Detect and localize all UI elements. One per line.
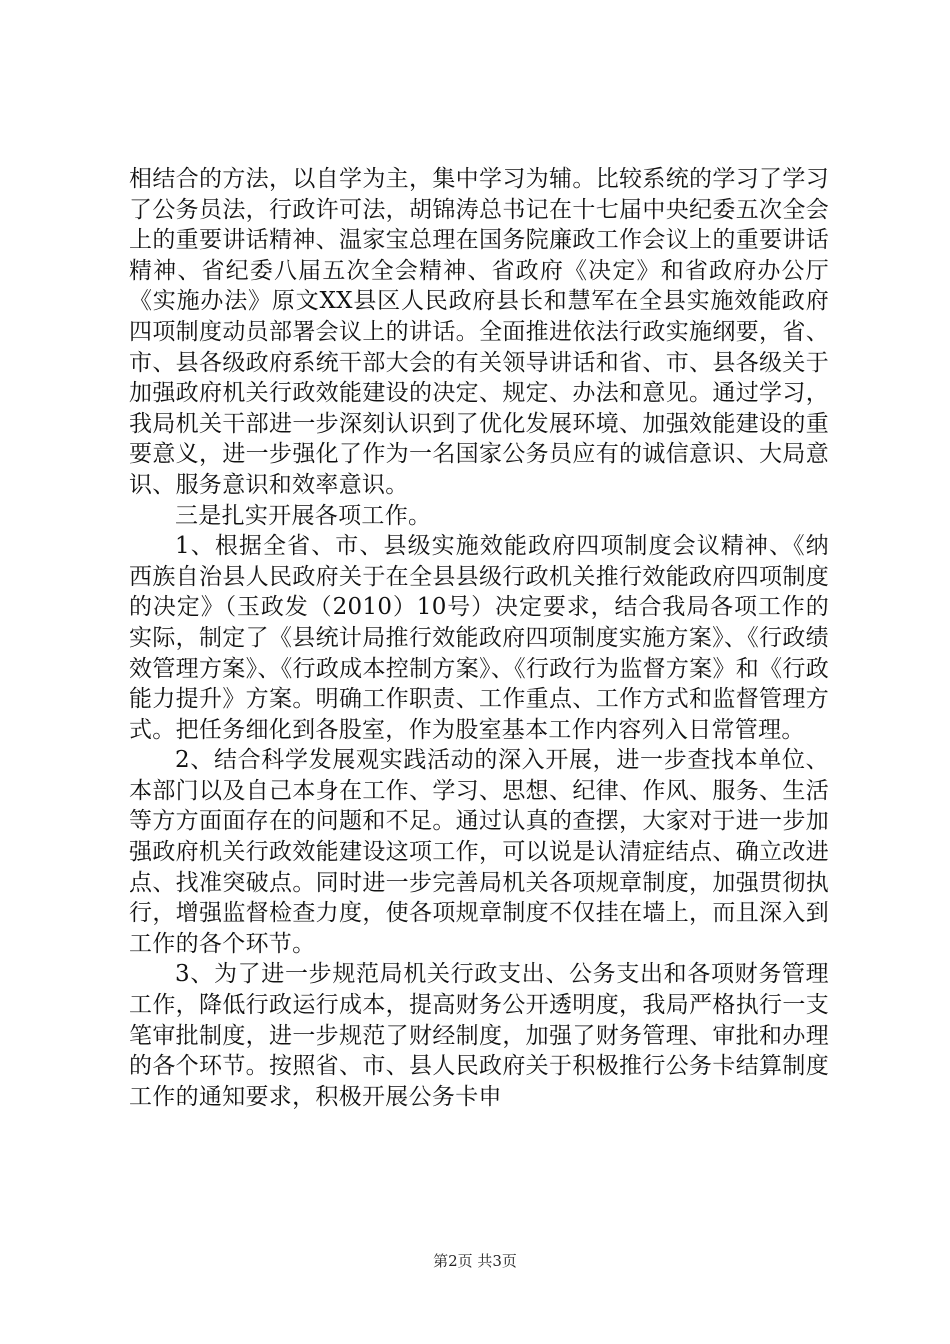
- paragraph-section-heading: 三是扎实开展各项工作。: [175, 502, 432, 529]
- paragraph-item-1: 1、根据全省、市、县级实施效能政府四项制度会议精神、《纳西族自治县人民政府关于在全县县级行政机关推行效能政府四项制度的决定》（玉政发（2010）10号）决定要求，结合我局各项工作的实际，制定了《县统计局推行效能政府四项制度实施方案》、《行政绩效管理方案》、《行政成本控制方案》、《行政行为监督方案》和《行政能力提升》方案。明确工作职责、工作重点、工作方式和监督管理方式。把任务细化到各股室，作为股室基本工作内容列入日常管理。: [129, 533, 829, 743]
- paragraph-continuation: 相结合的方法，以自学为主，集中学习为辅。比较系统的学习了学习了公务员法，行政许可法，胡锦涛总书记在十七届中央纪委五次全会上的重要讲话精神、温家宝总理在国务院廉政工作会议上的重要讲话精神、省纪委八届五次全会精神、省政府《决定》和省政府办公厅《实施办法》原文XX县区人民政府县长和慧军在全县实施效能政府四项制度动员部署会议上的讲话。全面推进依法行政实施纲要，省、市、县各级政府系统干部大会的有关领导讲话和省、市、县各级关于加强政府机关行政效能建设的决定、规定、办法和意见。通过学习，我局机关干部进一步深刻认识到了优化发展环境、加强效能建设的重要意义，进一步强化了作为一名国家公务员应有的诚信意识、大局意识、服务意识和效率意识。: [129, 166, 829, 498]
- page-number-footer: 第2页 共3页: [433, 1252, 517, 1270]
- paragraph-item-3: 3、为了进一步规范局机关行政支出、公务支出和各项财务管理工作，降低行政运行成本，提高财务公开透明度，我局严格执行一支笔审批制度，进一步规范了财经制度，加强了财务管理、审批和办理的各个环节。按照省、市、县人民政府关于积极推行公务卡结算制度工作的通知要求，积极开展公务卡申: [129, 961, 829, 1110]
- paragraph-item-2: 2、结合科学发展观实践活动的深入开展，进一步查找本单位、本部门以及自己本身在工作、学习、思想、纪律、作风、服务、生活等方方面面存在的问题和不足。通过认真的查摆，大家对于进一步加强政府机关行政效能建设这项工作，可以说是认清症结点、确立改进点、找准突破点。同时进一步完善局机关各项规章制度，加强贯彻执行，增强监督检查力度，使各项规章制度不仅挂在墙上，而且深入到工作的各个环节。: [129, 747, 829, 957]
- document-body: [129, 164, 829, 1112]
